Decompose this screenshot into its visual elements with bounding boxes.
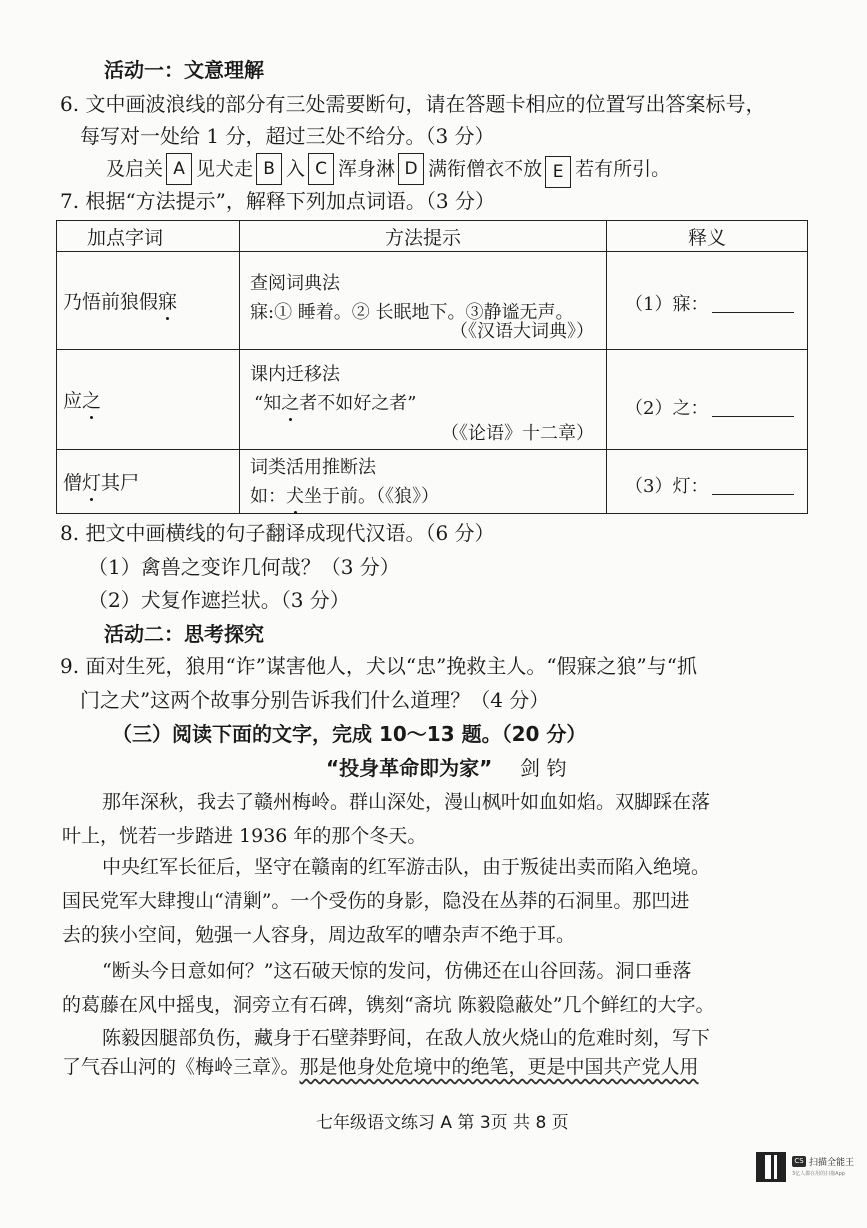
table-cell-answer [607,450,808,514]
word-text: 应 [63,390,83,412]
dotted-char: 灯 [82,472,102,494]
q6-punctuation-line [106,150,670,188]
paragraph-line: 叶上，恍若一步踏进 1936 年的那个冬天。 [62,825,427,847]
answer-label: （1）寐： [625,294,709,315]
q6-mark-box: D [398,153,424,185]
paragraph-line: 国民党军大肆搜山“清剿”。一个受伤的身影，隐没在丛莽的石洞里。那凹进 [62,890,690,912]
scanner-logo-icon: CS [792,1156,806,1167]
q6-mark-box: E [545,156,571,188]
method-name: 课内迁移法 [250,363,340,385]
method-name: 词类活用推断法 [250,456,376,478]
q6-segment: 浑身淋 [338,157,396,180]
table-row [57,450,808,514]
article-title: “投身革命即为家” [326,756,493,780]
q6-segment: 入 [286,157,306,180]
method-name: 查阅词典法 [250,272,340,294]
paragraph-line: 了气吞山河的《梅岭三章》。那是他身处危境中的绝笔，更是中国共产党人用 [62,1056,699,1078]
paragraph-line: 去的狭小空间，勉强一人容身，周边敌军的嘈杂声不绝于耳。 [62,924,576,946]
word-text: 其尸 [101,472,140,494]
q6-segment: 若有所引。 [575,157,671,180]
table-cell-method [240,450,607,514]
answer-label: （2）之： [625,398,709,419]
answer-blank[interactable] [712,480,794,495]
paragraph-line: “断头今日意如何？”这石破天惊的发问，仿佛还在山谷回荡。洞口垂落 [102,960,692,982]
watermark-name: 扫描全能王 [809,1158,855,1168]
answer-blank[interactable] [712,298,794,313]
paragraph-line: 那年深秋，我去了赣州梅岭。群山深处，漫山枫叶如血如焰。双脚踩在落 [102,791,711,813]
activity2-title: 活动二：思考探究 [104,622,264,646]
word-text: 僧 [63,472,83,494]
method-hint: 如：犬坐于前。（《狼》） [250,485,439,507]
word-text: 乃悟前狼假 [63,291,159,313]
q7-stem: 7. 根据“方法提示”，解释下列加点词语。（3 分） [60,189,495,213]
table-row [57,350,808,450]
scanner-watermark [756,1152,855,1212]
paragraph-line: 中央红军长征后，坚守在赣南的红军游击队，由于叛徒出卖而陷入绝境。 [102,856,711,878]
table-header: 加点字词 [57,221,240,252]
table-row [57,252,808,350]
q8-sentence-1: （1）禽兽之变诈几何哉？（3 分） [88,555,400,579]
method-source: （《论语》十二章） [441,423,594,444]
dotted-char: 犬 [286,485,304,507]
table-cell-word [57,252,240,350]
q6-mark-box: A [166,153,192,185]
q9-line1: 9. 面对生死，狼用“诈”谋害他人，犬以“忠”挽救主人。“假寐之狼”与“抓 [60,654,698,678]
q6-segment: 及启关 [106,157,164,180]
q6-line2: 每写对一处给 1 分，超过三处不给分。（3 分） [80,124,495,148]
q6-segment: 见犬走 [196,157,254,180]
paragraph-line: 的葛藤在风中摇曳，洞旁立有石碑，镌刻“斋坑 陈毅隐蔽处”几个鲜红的大字。 [62,994,715,1016]
activity1-title: 活动一：文意理解 [104,58,264,82]
table-header: 释义 [607,221,808,252]
method-hint: “知之者不如好之者” [254,392,417,414]
qr-code-icon [756,1152,786,1182]
q6-segment: 满衔僧衣不放 [428,157,543,180]
wavy-underlined-text: 那是他身处危境中的绝笔，更是中国共产党人用 [299,1056,699,1078]
q8-sentence-2: （2）犬复作遮拦状。（3 分） [88,588,350,612]
page-footer: 七年级语文练习 A 第 3页 共 8 页 [316,1113,569,1133]
article-author: 剑 钧 [520,756,567,780]
table-cell-word [57,450,240,514]
q9-line2: 门之犬”这两个故事分别告诉我们什么道理？（4 分） [80,688,550,712]
method-source: （《汉语大词典》） [450,321,594,342]
table-cell-answer [607,252,808,350]
answer-label: （3）灯： [625,476,709,497]
q6-line1: 6. 文中画波浪线的部分有三处需要断句，请在答题卡相应的位置写出答案标号， [60,92,766,116]
dotted-char: 之 [82,390,102,412]
dotted-char: 之 [281,392,300,414]
section-3-heading: （三）阅读下面的文字，完成 10～13 题。（20 分） [112,722,587,746]
q6-mark-box: B [256,153,282,185]
table-header: 方法提示 [240,221,607,252]
answer-blank[interactable] [712,402,794,417]
dotted-char: 寐 [158,291,178,313]
q6-mark-box: C [308,153,334,185]
method-hint: 寐:① 睡着。② 长眠地下。③静谧无声。 [250,301,574,323]
table-cell-answer [607,350,808,450]
table-cell-word [57,350,240,450]
paragraph-line: 陈毅因腿部负伤，藏身于石壁莽野间，在敌人放火烧山的危难时刻，写下 [102,1027,711,1049]
q7-table [56,220,808,514]
watermark-sub: 3亿人都在用的扫描App [792,1171,845,1177]
table-header-row [57,221,808,252]
table-cell-method [240,350,607,450]
table-cell-method [240,252,607,350]
q8-stem: 8. 把文中画横线的句子翻译成现代汉语。（6 分） [60,521,495,545]
